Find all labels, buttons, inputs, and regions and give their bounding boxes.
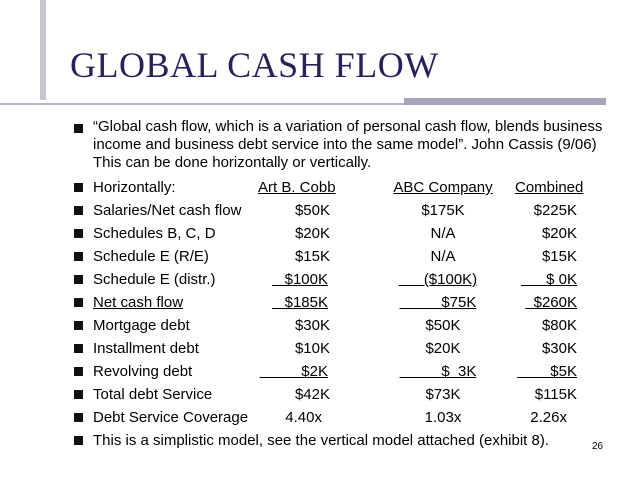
bullet-square-icon	[74, 344, 83, 353]
bullet-square-icon	[74, 390, 83, 399]
bullet-square-icon	[74, 321, 83, 330]
row-value-abc: $50K	[425, 317, 461, 334]
row-value-abc: N/A	[430, 248, 456, 265]
row-value-combined: $15K	[541, 248, 577, 265]
table-row	[0, 316, 638, 338]
row-value-cobb: $30K	[294, 317, 330, 334]
row-value-combined: $260K	[533, 294, 577, 311]
row-value-combined: 2.26x	[530, 409, 567, 426]
bullet-square-icon	[74, 252, 83, 261]
bullet-square-icon	[74, 124, 83, 133]
row-value-abc: $75K	[441, 294, 477, 311]
row-value-abc: ($100K)	[423, 271, 478, 288]
row-label: Net cash flow	[93, 294, 184, 311]
row-label: Revolving debt	[93, 363, 193, 380]
header-label: Horizontally:	[93, 179, 176, 196]
row-value-combined: $5K	[550, 363, 577, 380]
row-label: Schedule E (R/E)	[93, 248, 209, 265]
header-col-art-b-cobb: Art B. Cobb	[258, 179, 336, 196]
table-row	[0, 270, 638, 292]
row-label: Salaries/Net cash flow	[93, 202, 242, 219]
row-value-abc: $175K	[421, 202, 465, 219]
table-row	[0, 247, 638, 269]
row-label: Debt Service Coverage	[93, 409, 249, 426]
table-row	[0, 385, 638, 407]
bullet-square-icon	[74, 298, 83, 307]
page-number: 26	[592, 441, 604, 452]
header-col-abc-company: ABC Company	[393, 179, 493, 196]
row-value-combined: $ 0K	[546, 271, 577, 288]
bullet-square-icon	[74, 183, 83, 192]
table-row	[0, 339, 638, 361]
row-value-abc: $ 3K	[441, 363, 477, 380]
row-value-combined: $225K	[533, 202, 577, 219]
left-accent-bar	[40, 0, 46, 100]
header-col-combined: Combined	[515, 179, 584, 196]
row-value-combined: $20K	[541, 225, 577, 242]
row-value-cobb: $50K	[294, 202, 330, 219]
row-value-abc: $73K	[425, 386, 461, 403]
row-value-cobb: $185K	[284, 294, 328, 311]
row-value-cobb: $20K	[294, 225, 330, 242]
row-label: Installment debt	[93, 340, 199, 357]
bullet-square-icon	[74, 229, 83, 238]
bullet-square-icon	[74, 436, 83, 445]
intro-bullet-text: “Global cash flow, which is a variation of personal cash flow, blends business income and business debt service into the same model”. John Cassis (9/06) This can be done horizontally or vertically.	[93, 118, 603, 171]
row-label: Schedule E (distr.)	[93, 271, 216, 288]
row-value-abc: N/A	[430, 225, 456, 242]
table-row	[0, 408, 638, 430]
row-value-combined: $80K	[541, 317, 577, 334]
table-row	[0, 201, 638, 223]
table-row	[0, 362, 638, 384]
row-value-abc: 1.03x	[424, 409, 462, 426]
row-label: Total debt Service	[93, 386, 213, 403]
row-value-combined: $30K	[541, 340, 577, 357]
title-divider-accent	[404, 98, 606, 105]
table-row	[0, 293, 638, 315]
row-value-cobb: $42K	[294, 386, 330, 403]
row-value-cobb: 4.40x	[285, 409, 322, 426]
bullet-square-icon	[74, 206, 83, 215]
row-label: Schedules B, C, D	[93, 225, 216, 242]
row-value-combined: $115K	[534, 386, 577, 403]
row-value-abc: $20K	[425, 340, 461, 357]
slide-title: GLOBAL CASH FLOW	[70, 45, 439, 85]
row-value-cobb: $10K	[294, 340, 330, 357]
table-header-row	[0, 178, 638, 200]
row-value-cobb: $15K	[294, 248, 330, 265]
closing-bullet-row	[0, 431, 638, 453]
closing-bullet-text: This is a simplistic model, see the vertical model attached (exhibit 8).	[93, 432, 550, 449]
row-value-cobb: $100K	[284, 271, 328, 288]
bullet-square-icon	[74, 413, 83, 422]
table-row	[0, 224, 638, 246]
bullet-square-icon	[74, 367, 83, 376]
row-value-cobb: $2K	[301, 363, 328, 380]
bullet-square-icon	[74, 275, 83, 284]
row-label: Mortgage debt	[93, 317, 190, 334]
